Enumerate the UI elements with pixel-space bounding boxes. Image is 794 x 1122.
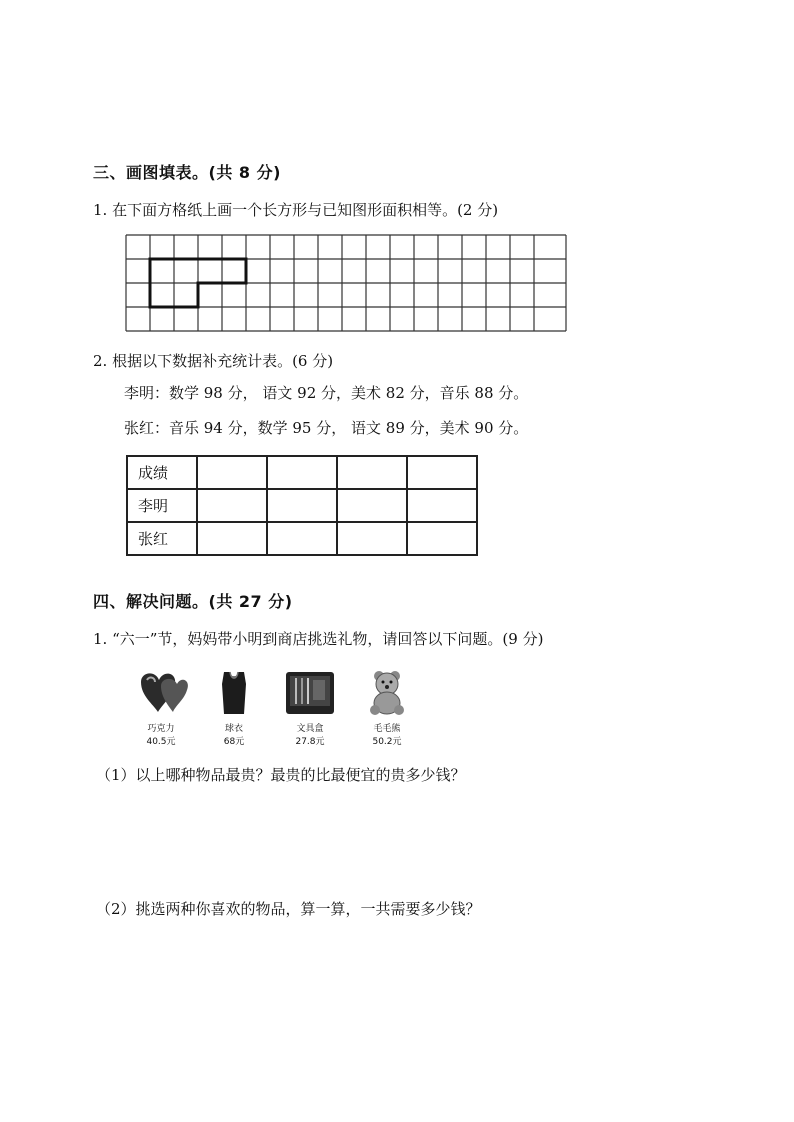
- table-cell[interactable]: [337, 456, 407, 489]
- item-jersey: [199, 668, 269, 749]
- sub-question-1: （1）以上哪种物品最贵？最贵的比最便宜的贵多少钱？: [96, 766, 466, 784]
- table-cell[interactable]: [337, 489, 407, 522]
- item-name: 毛毛熊: [373, 724, 401, 734]
- pencil-case-icon: [280, 668, 340, 716]
- score-table: [126, 455, 478, 556]
- table-cell[interactable]: [337, 522, 407, 555]
- table-cell[interactable]: [407, 456, 477, 489]
- table-cell[interactable]: [197, 489, 267, 522]
- table-row-label-zhanghong: 张红: [127, 522, 197, 555]
- section-3-title: 三、画图填表。(共 8 分): [93, 163, 281, 182]
- section-4-title: 四、解决问题。(共 27 分): [93, 592, 293, 611]
- item-price: 27.8元: [295, 737, 325, 747]
- jersey-icon: [204, 668, 264, 716]
- table-cell[interactable]: [197, 522, 267, 555]
- data-line-liming: 李明：数学 98 分， 语文 92 分，美术 82 分，音乐 88 分。: [124, 384, 529, 402]
- table-cell[interactable]: [267, 489, 337, 522]
- item-name: 巧克力: [147, 724, 175, 734]
- table-header-cell: 成绩: [127, 456, 197, 489]
- item-price: 68元: [223, 737, 245, 747]
- question-1-gifts: 1. “六一”节，妈妈带小明到商店挑选礼物，请回答以下问题。(9 分): [93, 630, 544, 648]
- table-cell[interactable]: [407, 522, 477, 555]
- chocolate-icon: [131, 668, 191, 716]
- table-row-label-liming: 李明: [127, 489, 197, 522]
- item-pencil-case: [275, 668, 345, 749]
- item-name: 球衣: [224, 724, 243, 734]
- question-2-table: 2. 根据以下数据补充统计表。(6 分): [93, 352, 334, 370]
- item-teddy-bear: [352, 668, 422, 749]
- item-price: 50.2元: [372, 737, 402, 747]
- sub-question-2: （2）挑选两种你喜欢的物品，算一算，一共需要多少钱？: [96, 900, 481, 918]
- grid-paper: [125, 234, 567, 336]
- item-chocolate: [126, 668, 196, 749]
- table-cell[interactable]: [197, 456, 267, 489]
- teddy-bear-icon: [357, 668, 417, 716]
- table-row: [127, 456, 477, 489]
- table-cell[interactable]: [407, 489, 477, 522]
- table-cell[interactable]: [267, 522, 337, 555]
- table-cell[interactable]: [267, 456, 337, 489]
- grid-svg: [125, 234, 567, 332]
- item-name: 文具盒: [296, 724, 324, 734]
- question-1-draw: 1. 在下面方格纸上画一个长方形与已知图形面积相等。(2 分): [93, 201, 499, 219]
- data-line-zhanghong: 张红：音乐 94 分，数学 95 分， 语文 89 分，美术 90 分。: [124, 419, 529, 437]
- table-row: [127, 522, 477, 555]
- item-price: 40.5元: [146, 737, 176, 747]
- table-row: [127, 489, 477, 522]
